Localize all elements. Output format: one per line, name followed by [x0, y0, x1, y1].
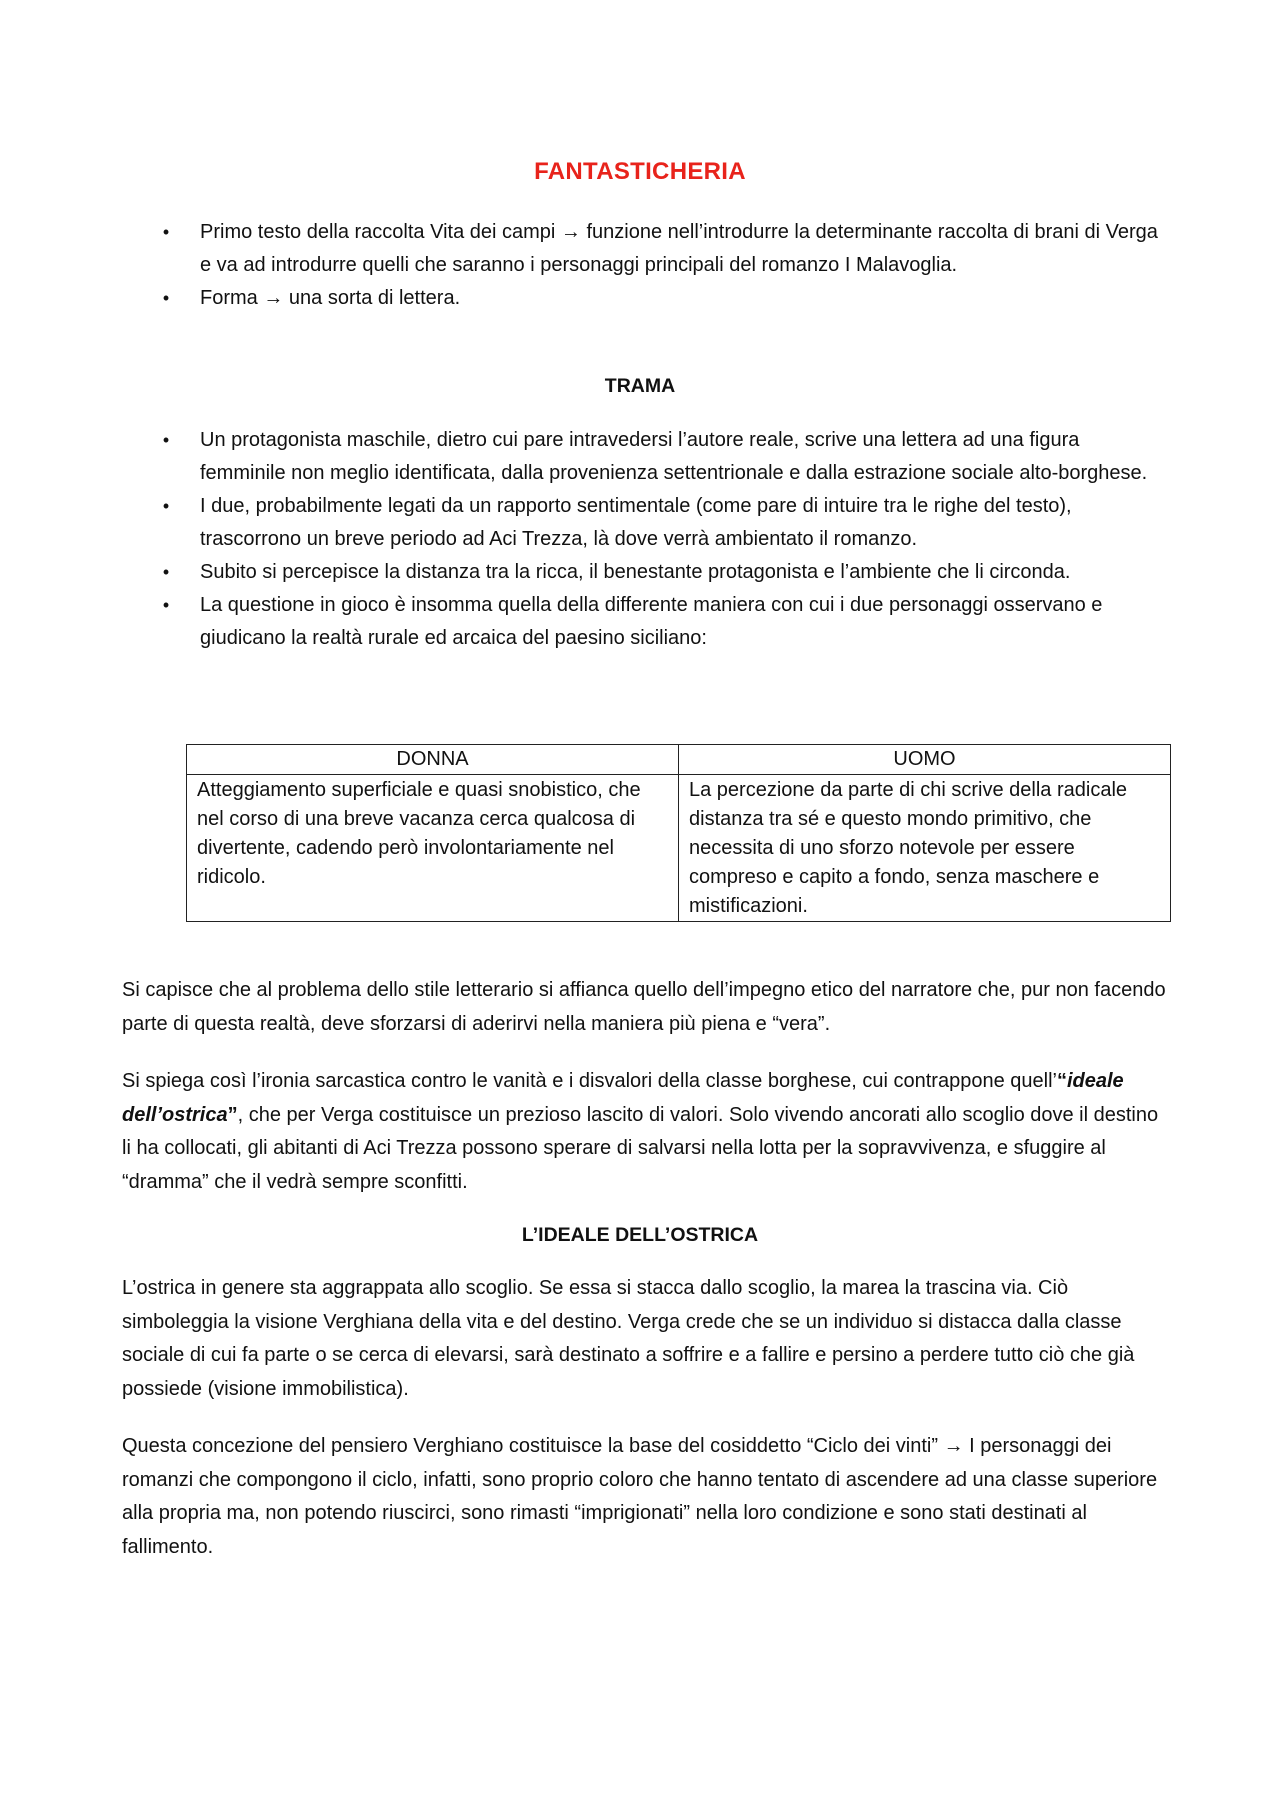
paragraph-text: Questa concezione del pensiero Verghiano costituisce la base del cosiddetto “Ciclo dei vinti”: [122, 1435, 939, 1457]
list-item: [160, 490, 1160, 556]
list-item-text: una sorta di lettera.: [288, 287, 461, 309]
paragraph-text: I personaggi dei romanzi che compongono il ciclo, infatti, sono proprio coloro che hanno tentato di ascendere ad una classe superiore alla propria ma, non potendo riuscirci, sono rimasti “imprigionati” nella loro condizione e sono stati destinati al fallimento.: [122, 1435, 1158, 1558]
list-item-text: funzione nell’introdurre la determinante raccolta di brani di Verga e va ad introdurre quelli che saranno i personaggi principali del romanzo I Malavoglia.: [200, 221, 1158, 276]
list-item: [160, 589, 1160, 655]
list-item-text: Forma: [200, 287, 258, 309]
section-heading-ostrica: L’IDEALE DELL’OSTRICA: [521, 1224, 759, 1246]
trama-list: [160, 424, 1160, 655]
paragraph-stile: Si capisce che al problema dello stile letterario si affianca quello dell’impegno etico del narratore che, pur non facendo parte di questa realtà, deve sforzarsi di aderirvi nella maniera più piena e “vera”.: [122, 979, 1166, 1035]
bullet-icon: •: [162, 430, 170, 450]
arrow-right-icon: →: [560, 221, 581, 243]
table-header-row: [187, 745, 1171, 775]
list-item: [160, 424, 1160, 490]
table-row: [187, 775, 1171, 922]
intro-list: [160, 216, 1160, 315]
list-item: [160, 282, 1160, 315]
emphasis-quote-open: “: [1056, 1070, 1067, 1092]
arrow-right-icon: →: [263, 287, 284, 309]
column-header-uomo: UOMO: [679, 745, 1171, 775]
table-cell-uomo: La percezione da parte di chi scrive della radicale distanza tra sé e questo mondo primitivo, che necessita di uno sforzo notevole per essere compreso e capito a fondo, senza maschere e mistificazioni.: [679, 775, 1171, 922]
emphasis-ideale-ostrica: ideale dell’ostrica: [122, 1070, 1124, 1126]
list-item-text: La questione in gioco è insomma quella della differente maniera con cui i due personaggi osservano e giudicano la realtà rurale ed arcaica del paesino siciliano:: [200, 594, 1103, 649]
list-item-text: Un protagonista maschile, dietro cui pare intravedersi l’autore reale, scrive una lettera ad una figura femminile non meglio identificata, dalla provenienza settentrionale e dalla estrazione sociale alto-borghese.: [200, 429, 1148, 484]
paragraph-text: , che per Verga costituisce un prezioso lascito di valori. Solo vivendo ancorati allo scoglio dove il destino li ha collocati, gli abitanti di Aci Trezza possono sperare di salvarsi nella lotta per la sopravvivenza, e sfuggire al “dramma” che il vedrà sempre sconfitti.: [122, 1103, 1159, 1193]
bullet-icon: •: [162, 562, 170, 582]
bullet-icon: •: [162, 496, 170, 516]
list-item-text: Subito si percepisce la distanza tra la ricca, il benestante protagonista e l’ambiente che li circonda.: [200, 561, 1071, 583]
column-header-donna: DONNA: [187, 745, 679, 775]
paragraph-ironia: [122, 1065, 1167, 1199]
paragraph-ostrica: L’ostrica in genere sta aggrappata allo scoglio. Se essa si stacca dallo scoglio, la marea la trascina via. Ciò simboleggia la visione Verghiana della vita e del destino. Verga crede che se un individuo si distacca dalla classe sociale di cui fa parte o se cerca di elevarsi, sarà destinato a soffrire e a fallire e persino a perdere tutto ciò che già possiede (visione immobilistica).: [122, 1277, 1135, 1400]
comparison-table: [186, 744, 1171, 922]
bullet-icon: •: [162, 595, 170, 615]
section-heading-trama: TRAMA: [604, 375, 676, 397]
paragraph-text: Si spiega così l’ironia sarcastica contro le vanità e i disvalori della classe borghese, cui contrappone quell’: [122, 1070, 1057, 1092]
emphasis-quote-close: ”: [227, 1103, 238, 1126]
arrow-right-icon: →: [943, 1435, 964, 1457]
table-cell-donna: Atteggiamento superficiale e quasi snobistico, che nel corso di una breve vacanza cerca qualcosa di divertente, cadendo però involontariamente nel ridicolo.: [187, 775, 679, 922]
list-item: [160, 216, 1160, 282]
bullet-icon: •: [162, 222, 170, 242]
page-title: FANTASTICHERIA: [534, 158, 746, 185]
list-item-text: Primo testo della raccolta Vita dei campi: [200, 221, 556, 243]
list-item-text: I due, probabilmente legati da un rapporto sentimentale (come pare di intuire tra le righe del testo), trascorrono un breve periodo ad Aci Trezza, là dove verrà ambientato il romanzo.: [200, 495, 1072, 550]
list-item: [160, 556, 1160, 589]
paragraph-ciclo-vinti: [122, 1430, 1167, 1564]
bullet-icon: •: [162, 288, 170, 308]
